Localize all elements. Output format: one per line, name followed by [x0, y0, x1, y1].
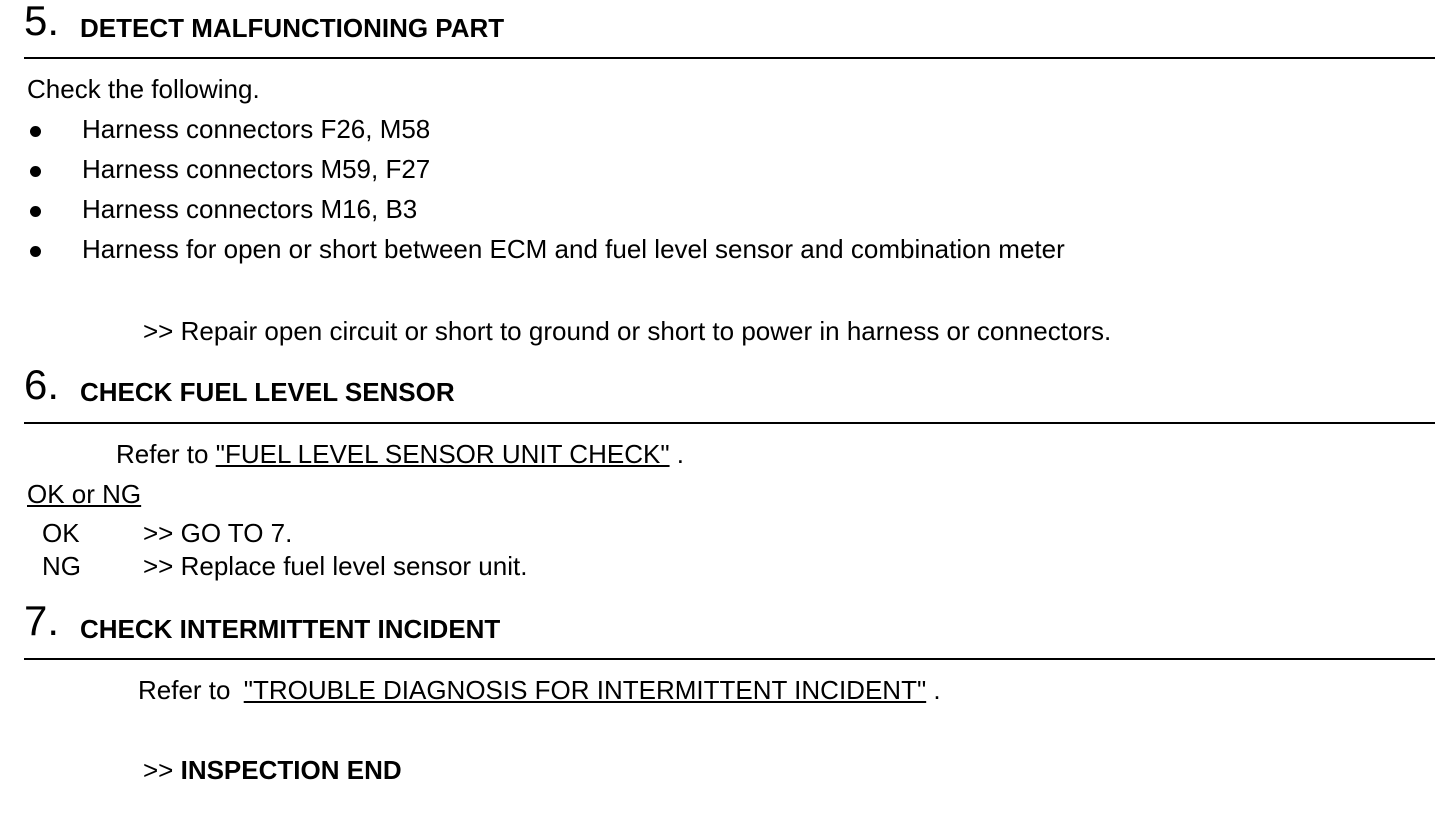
step-6-title: CHECK FUEL LEVEL SENSOR — [80, 377, 455, 407]
bullet-item: Harness for open or short between ECM and fuel level sensor and combination meter — [82, 234, 1065, 264]
step-5-title: DETECT MALFUNCTIONING PART — [80, 13, 505, 43]
bullet-item: Harness connectors M59, F27 — [82, 154, 431, 184]
step-5-result: >> Repair open circuit or short to ground or short to power in harness or connectors. — [143, 316, 1112, 346]
ok-or-ng-label: OK or NG — [27, 479, 142, 509]
step-5-divider — [24, 57, 1435, 59]
fuel-level-sensor-check-link[interactable]: "FUEL LEVEL SENSOR UNIT CHECK" — [215, 439, 670, 469]
step-7-number: 7. — [24, 597, 60, 644]
end-prefix: >> — [143, 755, 181, 785]
step-6-refer — [116, 441, 684, 467]
bullet-item: Harness connectors F26, M58 — [82, 114, 431, 144]
step-5-number: 5. — [24, 0, 60, 44]
step-5-intro: Check the following. — [27, 74, 260, 104]
step-6-number: 6. — [24, 361, 60, 408]
bullet-item: Harness connectors M16, B3 — [82, 194, 418, 224]
inspection-end-label: INSPECTION END — [180, 755, 402, 785]
bullet-icon — [30, 206, 41, 217]
ng-action: >> Replace fuel level sensor unit. — [143, 551, 528, 581]
inspection-end — [143, 757, 402, 783]
refer-suffix: . — [669, 439, 685, 469]
ok-key: OK — [42, 518, 80, 548]
step-6-divider — [24, 422, 1435, 424]
ok-action: >> GO TO 7. — [143, 518, 293, 548]
bullet-icon — [30, 246, 41, 257]
step-7-divider — [24, 658, 1435, 660]
refer-suffix: . — [926, 675, 941, 705]
bullet-icon — [30, 126, 41, 137]
ng-key: NG — [42, 551, 81, 581]
bullet-icon — [30, 166, 41, 177]
step-7-refer — [138, 677, 941, 703]
refer-prefix: Refer to — [138, 675, 238, 705]
refer-prefix: Refer to — [116, 439, 216, 469]
intermittent-incident-link[interactable]: "TROUBLE DIAGNOSIS FOR INTERMITTENT INCIDENT" — [243, 675, 927, 705]
step-7-title: CHECK INTERMITTENT INCIDENT — [80, 614, 501, 644]
